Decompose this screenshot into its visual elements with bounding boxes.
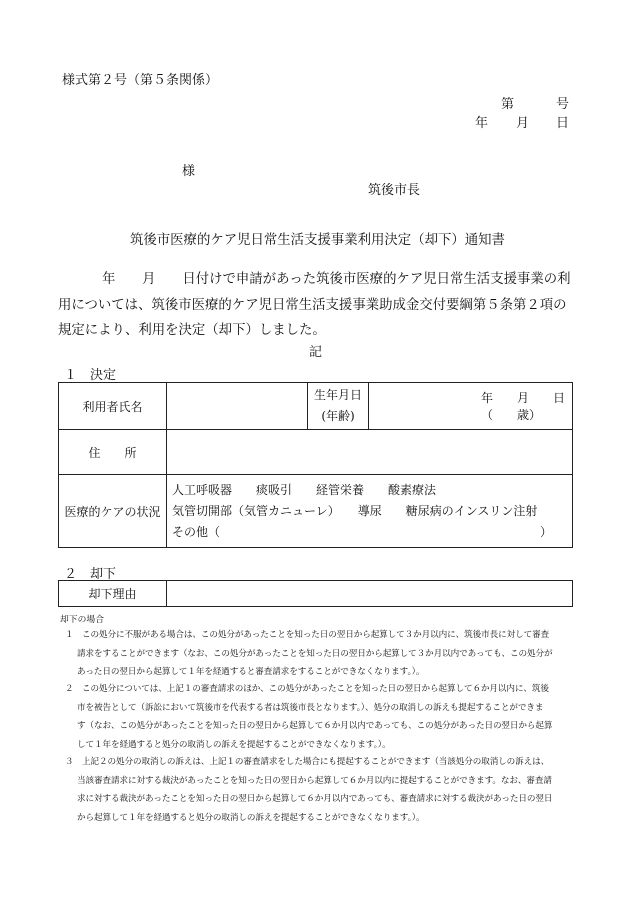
- note-1-line-1: １ この処分に不服がある場合は、この処分があったことを知った日の翌日から起算して３か月以内に、筑後市長に対して審査: [65, 630, 550, 640]
- care-line-2: 気管切開部（気管カニューレ） 導尿 糖尿病のインスリン注射: [172, 503, 538, 518]
- care-other-open: その他（: [172, 524, 221, 539]
- care-line-1: 人工呼吸器 痰吸引 経管栄養 酸素療法: [172, 482, 437, 497]
- note-2-line-4: して１年を経過すると処分の取消しの訴えを提起することができなくなります。）。: [77, 739, 391, 750]
- birthdate-value: 年 月 日（ 歳）: [369, 383, 573, 430]
- reason-label: 却下理由: [59, 581, 167, 607]
- age-label: (年齢): [321, 409, 355, 423]
- body-line-3: 規定により、利用を決定（却下）しました。: [58, 323, 326, 338]
- section2-heading: ２ 却下: [64, 567, 117, 582]
- care-line-3: [172, 522, 572, 543]
- note-3-line-1: ３ 上記２の処分の取消しの訴えは、上記１の審査請求をした場合にも提起することができます（当該処分の取消しの訴えは、: [65, 757, 550, 767]
- addressee-suffix: 様: [182, 164, 196, 179]
- note-3-line-2: 当該審査請求に対する裁決があったことを知った日の翌日から起算して６か月以内に提起することができます。なお、審査請: [77, 775, 552, 786]
- note-2-line-1: ２ この処分については、上記１の審査請求のほか、この処分があったことを知った日の翌日から起算して６か月以内に、筑後: [65, 684, 549, 694]
- note-3-line-4: から起算して１年を経過すると処分の取消しの訴えを提起することができなくなります。）。: [77, 812, 425, 823]
- user-name-label: 利用者氏名: [59, 383, 167, 430]
- user-name-cell: [167, 383, 308, 430]
- reason-cell: [167, 581, 573, 607]
- date-day: 日: [556, 116, 570, 131]
- care-label: 医療的ケアの状況: [59, 475, 167, 548]
- issuer: 筑後市長: [368, 183, 421, 198]
- section1-heading: １ 決定: [64, 368, 117, 383]
- care-options: [167, 475, 573, 548]
- birthdate-label: 生年月日: [313, 388, 362, 402]
- decision-table: [58, 382, 573, 548]
- notes-heading: 却下の場合: [60, 615, 104, 625]
- note-2-line-2: 市を被告として（訴訟において筑後市を代表する者は筑後市長となります。）、処分の取消しの訴えも提起することができま: [77, 702, 544, 713]
- rejection-table: [58, 580, 573, 607]
- note-1-line-3: あった日の翌日から起算して１年を経過すると審査請求をすることができなくなります。）。: [77, 667, 425, 677]
- note-1-line-2: 請求をすることができます（なお、この処分があったことを知った日の翌日から起算して３か月以内であっても、この処分が: [77, 648, 553, 659]
- body-text: [58, 267, 572, 344]
- document-title: 筑後市医療的ケア児日常生活支援事業利用決定（却下）通知書: [130, 233, 505, 248]
- form-number: 様式第２号（第５条関係）: [62, 73, 219, 88]
- ki-heading: 記: [309, 345, 323, 360]
- care-other-close: ）: [539, 524, 552, 539]
- date-month: 月: [516, 116, 530, 131]
- doc-number-dai: 第: [501, 97, 515, 112]
- body-line-2: 用については、筑後市医療的ケア児日常生活支援事業助成金交付要綱第５条第２項の: [58, 297, 567, 313]
- body-line-1: 年 月 日付けで申請があった筑後市医療的ケア児日常生活支援事業の利: [102, 272, 571, 287]
- note-2-line-3: す（なお、この処分があったことを知った日の翌日から起算して６か月以内であっても、この処分があった日の翌日から起算: [77, 721, 553, 731]
- note-3-line-3: 求に対する裁決があったことを知った日の翌日から起算して６か月以内であっても、審査請求に対する裁決があった日の翌日: [77, 794, 553, 804]
- birthdate-label-cell: [308, 383, 369, 430]
- date-year: 年: [475, 116, 489, 131]
- doc-number-go: 号: [556, 97, 570, 112]
- address-cell: [167, 430, 573, 475]
- address-label: 住 所: [59, 430, 167, 475]
